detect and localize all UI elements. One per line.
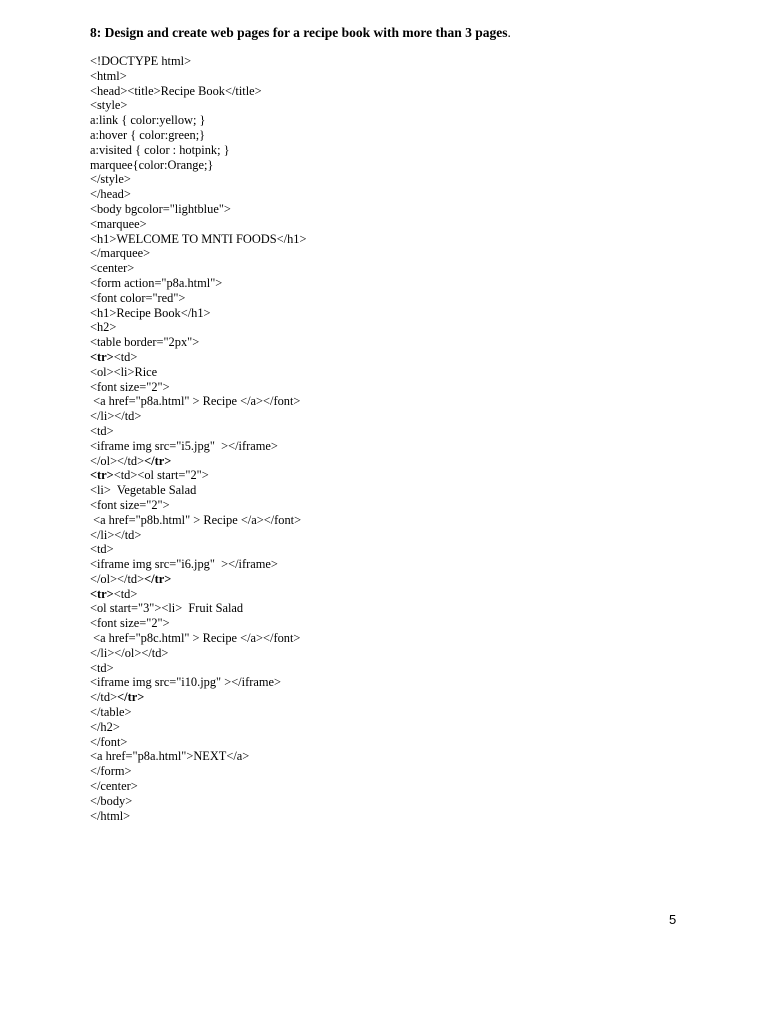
code-line: <marquee> <box>90 216 147 231</box>
code-line: </form> <box>90 764 132 779</box>
code-line: </body> <box>90 793 133 808</box>
code-line: </style> <box>90 172 131 187</box>
code-line: </ol></td></tr> <box>90 453 172 468</box>
code-line: <tr><td><ol start="2"> <box>90 468 209 483</box>
code-line: </font> <box>90 734 128 749</box>
code-listing <box>90 54 306 823</box>
exercise-heading-bold: 8: Design and create web pages for a recipe book with more than 3 pages <box>90 25 508 40</box>
code-line: <iframe img src="i10.jpg" ></iframe> <box>90 675 281 690</box>
code-line: marquee{color:Orange;} <box>90 157 214 172</box>
code-line: <font size="2"> <box>90 616 170 631</box>
code-line: a:visited { color : hotpink; } <box>90 142 230 157</box>
code-line: <html> <box>90 68 127 83</box>
code-line: <iframe img src="i5.jpg" ></iframe> <box>90 438 278 453</box>
exercise-heading-period: . <box>507 25 511 40</box>
code-line: <body bgcolor="lightblue"> <box>90 201 231 216</box>
code-line: <style> <box>90 98 128 113</box>
code-line: </li></ol></td> <box>90 645 169 660</box>
code-line: <td> <box>90 542 114 557</box>
code-line: <h1>Recipe Book</h1> <box>90 305 211 320</box>
code-line: <td> <box>90 423 114 438</box>
code-line: a:hover { color:green;} <box>90 127 206 142</box>
exercise-heading <box>90 24 511 42</box>
code-line: <ol start="3"><li> Fruit Salad <box>90 601 244 616</box>
code-line: </table> <box>90 705 132 720</box>
code-line: </html> <box>90 808 131 823</box>
code-line: <font size="2"> <box>90 379 170 394</box>
code-line: <a href="p8b.html" > Recipe </a></font> <box>90 512 302 527</box>
code-line: <table border="2px"> <box>90 335 200 350</box>
code-line: </ol></td></tr> <box>90 571 172 586</box>
code-line: <!DOCTYPE html> <box>90 54 192 68</box>
code-line: <tr><td> <box>90 586 138 601</box>
code-line: <font color="red"> <box>90 290 186 305</box>
code-line: <ol><li>Rice <box>90 364 158 379</box>
code-line: a:link { color:yellow; } <box>90 113 206 128</box>
code-line: <h1>WELCOME TO MNTI FOODS</h1> <box>90 231 307 246</box>
code-line: </td></tr> <box>90 690 145 705</box>
code-line: </head> <box>90 187 131 202</box>
code-line: <font size="2"> <box>90 497 170 512</box>
code-line: <a href="p8c.html" > Recipe </a></font> <box>90 631 301 646</box>
code-line: </center> <box>90 779 138 794</box>
code-line: <h2> <box>90 320 117 335</box>
code-line: <a href="p8a.html">NEXT</a> <box>90 749 250 764</box>
code-line: <center> <box>90 261 135 276</box>
code-line: </h2> <box>90 719 120 734</box>
code-line: </marquee> <box>90 246 151 261</box>
code-line: <head><title>Recipe Book</title> <box>90 83 262 98</box>
code-line: <td> <box>90 660 114 675</box>
code-line: <a href="p8a.html" > Recipe </a></font> <box>90 394 301 409</box>
code-line: </li></td> <box>90 409 142 424</box>
code-line: </li></td> <box>90 527 142 542</box>
code-line: <iframe img src="i6.jpg" ></iframe> <box>90 557 278 572</box>
code-line: <form action="p8a.html"> <box>90 275 223 290</box>
page-number: 5 <box>669 912 677 927</box>
code-line: <li> Vegetable Salad <box>90 483 197 498</box>
code-line: <tr><td> <box>90 349 138 364</box>
